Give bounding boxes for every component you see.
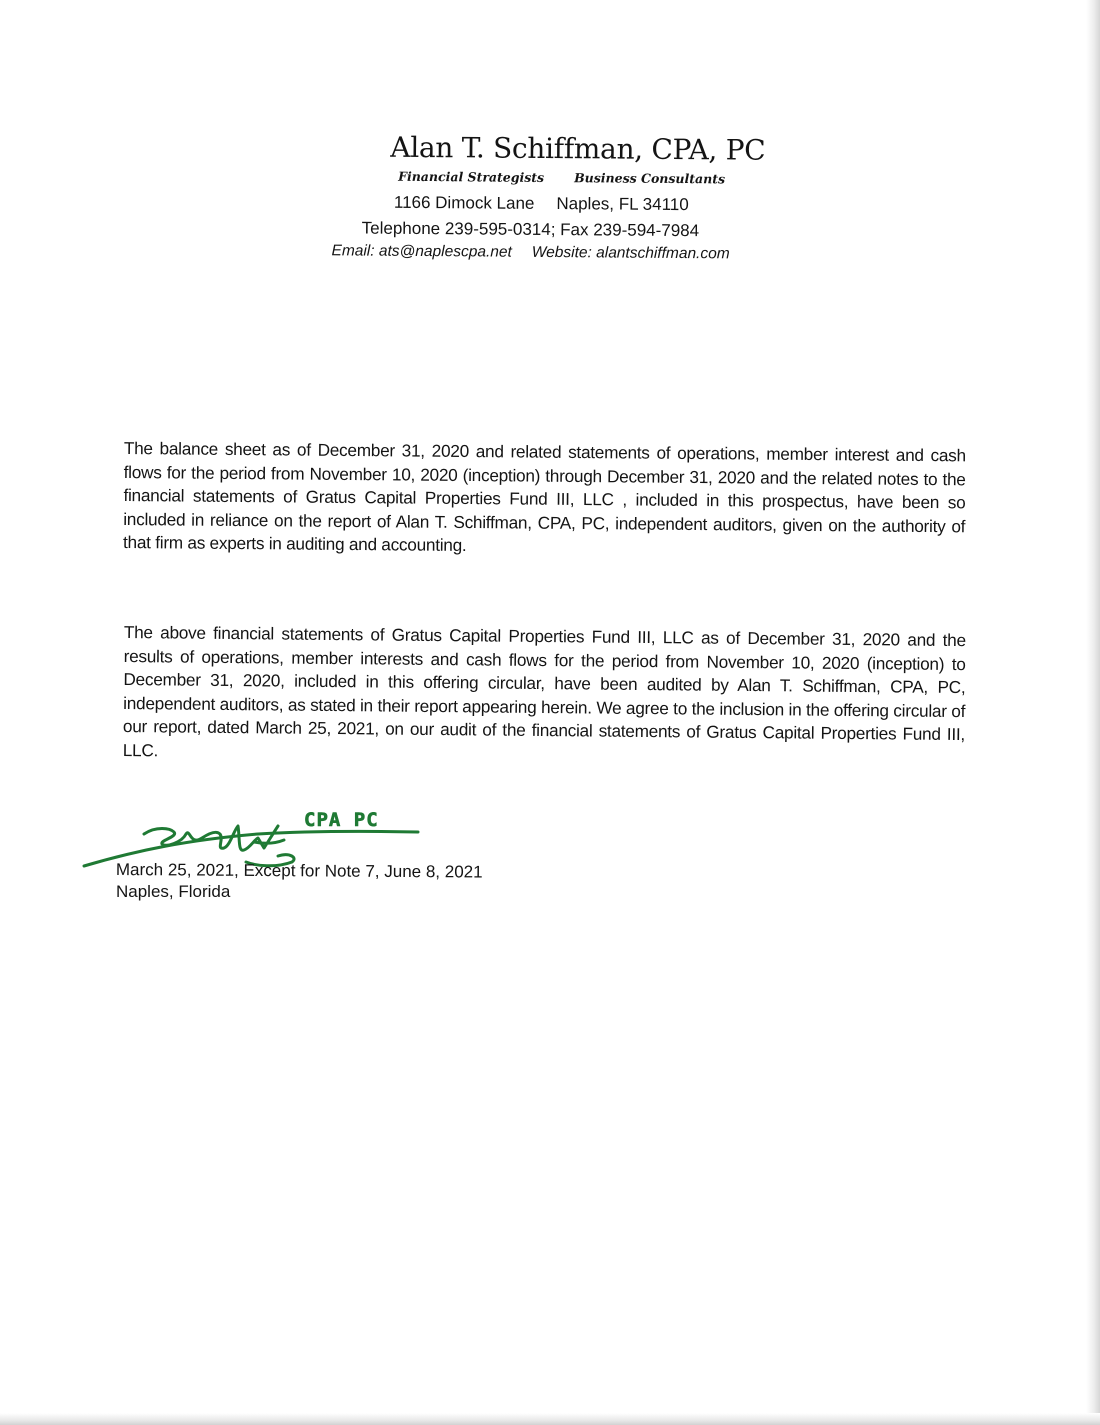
street-address: 1166 Dimock Lane — [393, 192, 535, 213]
signature-suffix: CPA PC — [304, 809, 379, 831]
report-location: Naples, Florida — [116, 882, 231, 901]
report-date: March 25, 2021, Except for Note 7, June 8, 2021 — [115, 860, 483, 882]
signature-strokes — [84, 809, 418, 866]
firm-taglines — [398, 169, 755, 187]
website-address: Website: alantschiffman.com — [531, 243, 730, 263]
tagline-business-consultants: Business Consultants — [574, 170, 726, 187]
scan-bottom-edge — [0, 1413, 1100, 1425]
firm-name: Alan T. Schiffman, CPA, PC — [390, 130, 766, 167]
tagline-financial-strategists: Financial Strategists — [398, 168, 545, 185]
phone-fax-line: Telephone 239-595-0314; Fax 239-594-7984 — [361, 218, 700, 241]
contact-line — [331, 242, 729, 263]
scan-right-edge — [1086, 0, 1100, 1425]
letterhead — [0, 128, 1100, 263]
consent-paragraph-2: The above financial statements of Gratus Capital Properties Fund III, LLC as of December 31, 2020 and the results of operations, member interests and cash flows for the period from November 10, 2020 (inception) to December 31, 2020, included in this offering circular, have been audited by Alan T. Schiffman, CPA, PC, independent auditors, as stated in their report appearing herein. We agree to the inclusion in the offering circular of our report, dated March 25, 2021, on our audit of the financial statements of Gratus Capital Properties Fund III, LLC. — [122, 622, 966, 761]
firm-address — [394, 193, 689, 215]
city-state-zip: Naples, FL 34110 — [556, 194, 689, 215]
consent-paragraph-1: The balance sheet as of December 31, 2020 and related statements of operations, member interest and cash flows for the period from November 10, 2020 (inception) through December 31, 2020 and the related notes to the financial statements of Gratus Capital Properties Fund III, LLC , included in this prospectus, have been so included in reliance on the report of Alan T. Schiffman, CPA, PC, independent auditors, given on the authority of that firm as experts in auditing and accounting. — [122, 438, 966, 556]
email-address: Email: ats@naplescpa.net — [331, 242, 512, 261]
